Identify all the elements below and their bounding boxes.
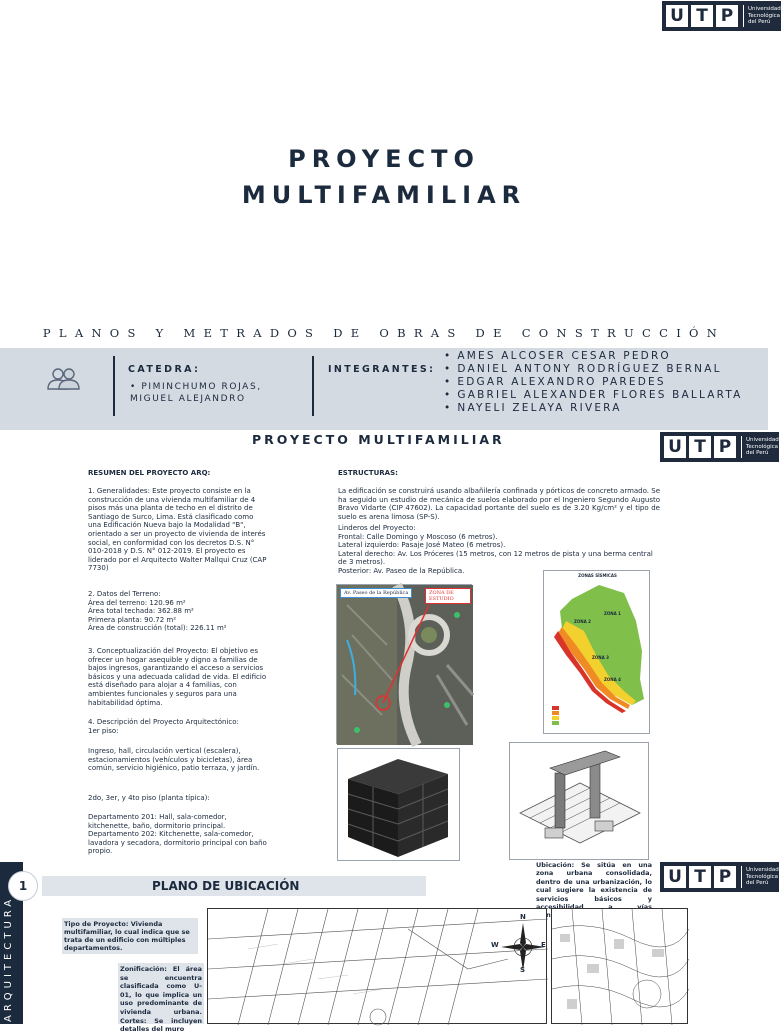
divider xyxy=(113,356,115,416)
zone-label: ZONA 4 xyxy=(604,677,621,682)
datos-terreno: 2. Datos del Terreno: Área del terreno: 120.96 m² Área total techada: 362.88 m² Primera planta: 90.72 m² Área de construcción (total): 226.11 m² xyxy=(88,590,227,633)
logo-letter: T xyxy=(689,866,711,888)
structure-3d-model-image xyxy=(337,748,460,861)
list-item: • EDGAR ALEXANDRO PAREDES xyxy=(444,376,743,389)
seismic-map-title: ZONAS SÍSMICAS xyxy=(578,573,617,578)
compass-w: W xyxy=(491,941,499,949)
integrantes-list xyxy=(444,350,743,415)
list-item: • DANIEL ANTONY RODRÍGUEZ BERNAL xyxy=(444,363,743,376)
zone-label: ZONA 2 xyxy=(574,619,591,624)
aerial-map-image xyxy=(336,584,472,744)
pisos-tipicos-label: 2do, 3er, y 4to piso (planta típica): xyxy=(88,794,210,802)
primer-piso-text: Ingreso, hall, circulación vertical (escalera), estacionamientos (vehículos y bicicletas), área común, servicio higiénico, patio terraza, y jardín. xyxy=(88,747,260,773)
divider xyxy=(312,356,314,416)
resumen-heading: RESUMEN DEL PROYECTO ARQ: xyxy=(88,469,211,477)
logo-university-text: Universidad Tecnológica del Perú xyxy=(741,436,775,458)
logo-letter: T xyxy=(691,5,713,27)
page-number-badge: 1 xyxy=(8,871,38,901)
catedra-label: CATEDRA: xyxy=(128,364,201,375)
logo-university-text: Universidad Tecnológica del Perú xyxy=(741,866,775,888)
compass-n: N xyxy=(520,913,526,921)
zone-label: ZONA 1 xyxy=(604,611,621,616)
utp-logo xyxy=(662,1,781,31)
zone-label: ZONA 3 xyxy=(592,655,609,660)
cover-title: PROYECTO MULTIFAMILIAR xyxy=(241,145,527,209)
tipo-proyecto-text: Tipo de Proyecto: Vivienda multifamiliar, lo cual indica que se trata de un edificio con múltiples departamentos. xyxy=(62,918,198,954)
logo-university-text: Universidad Tecnológica del Perú xyxy=(743,5,777,27)
users-icon xyxy=(46,366,82,390)
compass-e: E xyxy=(541,941,546,949)
logo-letter: P xyxy=(714,866,736,888)
cover-subtitle: PLANOS Y METRADOS DE OBRAS DE CONSTRUCCIÓN xyxy=(42,326,726,340)
logo-letter: P xyxy=(714,436,736,458)
integrantes-label: INTEGRANTES: xyxy=(328,364,436,375)
logo-letter: T xyxy=(689,436,711,458)
estructuras-heading: ESTRUCTURAS: xyxy=(338,469,398,477)
compass-s: S xyxy=(520,966,526,974)
logo-letter: U xyxy=(666,5,688,27)
utp-logo xyxy=(660,432,779,462)
location-plan-drawing xyxy=(207,908,547,1024)
structure-sketch-image xyxy=(509,742,649,860)
list-item: • NAYELI ZELAYA RIVERA xyxy=(444,402,743,415)
departamentos-text: Departamento 201: Hall, sala-comedor, kitchenette, baño, dormitorio principal. Departamento 202: Kitchenette, sala-comedor, lavadora y secadora, dormitorio principal con baño propio. xyxy=(88,813,267,856)
ubicacion-text: Ubicación: Se sitúa en una zona urbana consolidada, dentro de una urbanización, lo cual sugiere la existencia de servicios básicos y xyxy=(536,861,652,903)
catedra-name: • PIMINCHUMO ROJAS, MIGUEL ALEJANDRO xyxy=(130,382,262,404)
page-title: PLANO DE UBICACIÓN xyxy=(152,879,300,893)
map-label-avenida: Av. Paseo de la República xyxy=(340,588,412,598)
map-label-zona-estudio: ZONA DE ESTUDIO xyxy=(425,588,471,604)
utp-logo xyxy=(660,862,779,892)
seismic-zones-map-image xyxy=(543,570,650,734)
section-sidebar-label: ARQUITECTURA xyxy=(3,895,14,1022)
urban-context-map xyxy=(551,908,688,1024)
estructuras-text: La edificación se construirá usando albañilería confinada y pórticos de concreto armado. Se ha seguido un estudio de mecánica de suelos elaborado por el Ingeniero Segundo Augusto Bravo Vidarte (CIP 47602). La capacidad portante del suelo es de 3.20 Kg/cm² y el tipo de suelo es arena limosa (SP-S). xyxy=(338,487,660,521)
zonificacion-text: Zonificación: El área se encuentra clasificada como U-01, lo que implica un uso predominante de vivienda urbana. Cortes: Se incluyen detalles del muro xyxy=(120,965,202,1034)
logo-letter: U xyxy=(664,436,686,458)
generalidades-text: 1. Generalidades: Este proyecto consiste en la construcción de una vivienda multifamiliar de 4 pisos más una planta de techo en el distrito de Santiago de Surco, Lima. Está clasificado como una Edificación Nueva bajo la Modalidad "B", orientado a ser un proyecto de vivienda de interés social, en conformidad con los decretos D.S. N° 010-2018 y D.S. N° 012-2019. El proyecto es liderado por el Arquitecto Walter Mallqui Cruz (CAP 7730) xyxy=(88,487,267,573)
logo-letter: U xyxy=(664,866,686,888)
conceptualizacion-text: 3. Conceptualización del Proyecto: El objetivo es ofrecer un hogar asequible y digno a familias de bajos ingresos, garantizando el acceso a servicios básicos y una adecuada calidad de vida. El edificio está diseñado para alojar a 4 familias, con ambientes funcionales y seguros para una habitabilidad óptima. xyxy=(88,647,267,707)
list-item: • AMES ALCOSER CESAR PEDRO xyxy=(444,350,743,363)
list-item: • GABRIEL ALEXANDER FLORES BALLARTA xyxy=(444,389,743,402)
linderos: Linderos del Proyecto: Frontal: Calle Domingo y Moscoso (6 metros). Lateral izquierdo: Pasaje José Mateo (6 metros). Lateral derecho: Av. Los Próceres (15 metros, con 12 metros de pista y una berma central de 3 metros). Posterior: Av. Paseo de la República. xyxy=(338,524,653,575)
page-title: PROYECTO MULTIFAMILIAR xyxy=(252,432,505,447)
descripcion-heading: 4. Descripción del Proyecto Arquitectónico: 1er piso: xyxy=(88,718,239,735)
logo-letter: P xyxy=(716,5,738,27)
